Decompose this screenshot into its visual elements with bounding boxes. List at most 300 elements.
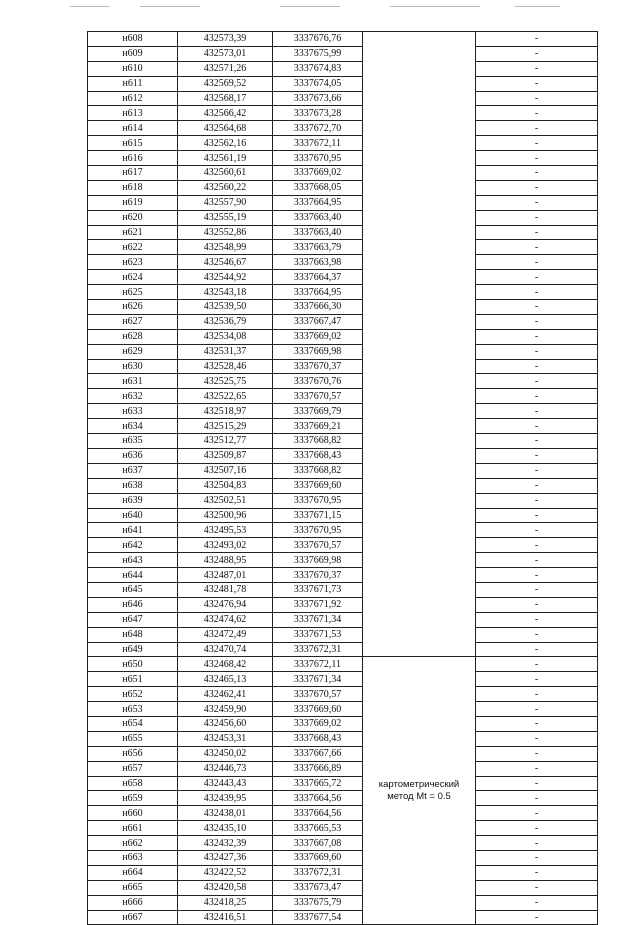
- table-row: [88, 434, 598, 449]
- table-row: [88, 180, 598, 195]
- point-id-cell: н621: [88, 225, 178, 240]
- precision-dash-cell: -: [476, 136, 598, 151]
- point-id-cell: н663: [88, 850, 178, 865]
- precision-dash-cell: -: [476, 225, 598, 240]
- precision-dash-cell: -: [476, 419, 598, 434]
- table-row: [88, 776, 598, 791]
- point-id-cell: н635: [88, 434, 178, 449]
- point-id-cell: н650: [88, 657, 178, 672]
- x-coordinate-cell: 432531,37: [178, 344, 273, 359]
- x-coordinate-cell: 432446,73: [178, 761, 273, 776]
- precision-dash-cell: -: [476, 314, 598, 329]
- y-coordinate-cell: 3337676,76: [273, 32, 363, 47]
- point-id-cell: н626: [88, 300, 178, 315]
- x-coordinate-cell: 432472,49: [178, 627, 273, 642]
- precision-dash-cell: -: [476, 61, 598, 76]
- y-coordinate-cell: 3337670,37: [273, 568, 363, 583]
- x-coordinate-cell: 432495,53: [178, 523, 273, 538]
- y-coordinate-cell: 3337671,92: [273, 597, 363, 612]
- precision-dash-cell: -: [476, 46, 598, 61]
- precision-dash-cell: -: [476, 746, 598, 761]
- y-coordinate-cell: 3337672,11: [273, 136, 363, 151]
- x-coordinate-cell: 432481,78: [178, 582, 273, 597]
- x-coordinate-cell: 432438,01: [178, 806, 273, 821]
- y-coordinate-cell: 3337669,60: [273, 850, 363, 865]
- x-coordinate-cell: 432568,17: [178, 91, 273, 106]
- scan-edge-mark: [515, 6, 560, 7]
- point-id-cell: н610: [88, 61, 178, 76]
- table-row: [88, 895, 598, 910]
- precision-dash-cell: -: [476, 791, 598, 806]
- x-coordinate-cell: 432528,46: [178, 359, 273, 374]
- x-coordinate-cell: 432476,94: [178, 597, 273, 612]
- point-id-cell: н641: [88, 523, 178, 538]
- coordinates-table-body: [88, 32, 598, 925]
- y-coordinate-cell: 3337670,57: [273, 538, 363, 553]
- table-row: [88, 687, 598, 702]
- table-row: [88, 136, 598, 151]
- y-coordinate-cell: 3337675,99: [273, 46, 363, 61]
- y-coordinate-cell: 3337671,34: [273, 612, 363, 627]
- precision-dash-cell: -: [476, 568, 598, 583]
- y-coordinate-cell: 3337668,82: [273, 463, 363, 478]
- precision-dash-cell: -: [476, 329, 598, 344]
- y-coordinate-cell: 3337669,60: [273, 478, 363, 493]
- precision-dash-cell: -: [476, 687, 598, 702]
- precision-dash-cell: -: [476, 121, 598, 136]
- precision-dash-cell: -: [476, 642, 598, 657]
- table-row: [88, 359, 598, 374]
- x-coordinate-cell: 432443,43: [178, 776, 273, 791]
- precision-dash-cell: -: [476, 32, 598, 47]
- y-coordinate-cell: 3337677,54: [273, 910, 363, 925]
- x-coordinate-cell: 432500,96: [178, 508, 273, 523]
- x-coordinate-cell: 432564,68: [178, 121, 273, 136]
- table-row: [88, 255, 598, 270]
- y-coordinate-cell: 3337673,47: [273, 880, 363, 895]
- point-id-cell: н633: [88, 404, 178, 419]
- x-coordinate-cell: 432502,51: [178, 493, 273, 508]
- table-row: [88, 91, 598, 106]
- precision-dash-cell: -: [476, 657, 598, 672]
- precision-dash-cell: -: [476, 300, 598, 315]
- y-coordinate-cell: 3337664,56: [273, 791, 363, 806]
- scan-edge-mark: [70, 6, 110, 7]
- y-coordinate-cell: 3337669,02: [273, 166, 363, 181]
- y-coordinate-cell: 3337672,31: [273, 865, 363, 880]
- x-coordinate-cell: 432534,08: [178, 329, 273, 344]
- precision-dash-cell: -: [476, 538, 598, 553]
- x-coordinate-cell: 432427,36: [178, 850, 273, 865]
- y-coordinate-cell: 3337674,05: [273, 76, 363, 91]
- table-row: [88, 240, 598, 255]
- x-coordinate-cell: 432416,51: [178, 910, 273, 925]
- x-coordinate-cell: 432422,52: [178, 865, 273, 880]
- table-row: [88, 344, 598, 359]
- precision-dash-cell: -: [476, 880, 598, 895]
- table-row: [88, 850, 598, 865]
- x-coordinate-cell: 432432,39: [178, 836, 273, 851]
- table-row: [88, 46, 598, 61]
- point-id-cell: н667: [88, 910, 178, 925]
- point-id-cell: н609: [88, 46, 178, 61]
- scan-edge-mark: [280, 6, 340, 7]
- y-coordinate-cell: 3337670,95: [273, 151, 363, 166]
- precision-dash-cell: -: [476, 240, 598, 255]
- precision-dash-cell: -: [476, 463, 598, 478]
- table-row: [88, 508, 598, 523]
- table-row: [88, 657, 598, 672]
- table-row: [88, 702, 598, 717]
- point-id-cell: н666: [88, 895, 178, 910]
- x-coordinate-cell: 432456,60: [178, 716, 273, 731]
- table-row: [88, 731, 598, 746]
- point-id-cell: н660: [88, 806, 178, 821]
- y-coordinate-cell: 3337665,53: [273, 821, 363, 836]
- table-row: [88, 225, 598, 240]
- point-id-cell: н661: [88, 821, 178, 836]
- x-coordinate-cell: 432459,90: [178, 702, 273, 717]
- coordinates-table: [87, 31, 598, 925]
- x-coordinate-cell: 432507,16: [178, 463, 273, 478]
- y-coordinate-cell: 3337668,43: [273, 448, 363, 463]
- x-coordinate-cell: 432544,92: [178, 270, 273, 285]
- x-coordinate-cell: 432488,95: [178, 553, 273, 568]
- y-coordinate-cell: 3337667,66: [273, 746, 363, 761]
- precision-dash-cell: -: [476, 374, 598, 389]
- scan-edge-mark: [140, 6, 200, 7]
- table-row: [88, 553, 598, 568]
- table-row: [88, 761, 598, 776]
- x-coordinate-cell: 432515,29: [178, 419, 273, 434]
- y-coordinate-cell: 3337664,95: [273, 285, 363, 300]
- point-id-cell: н632: [88, 389, 178, 404]
- y-coordinate-cell: 3337667,08: [273, 836, 363, 851]
- y-coordinate-cell: 3337673,66: [273, 91, 363, 106]
- point-id-cell: н644: [88, 568, 178, 583]
- point-id-cell: н662: [88, 836, 178, 851]
- precision-dash-cell: -: [476, 761, 598, 776]
- table-row: [88, 76, 598, 91]
- point-id-cell: н639: [88, 493, 178, 508]
- precision-dash-cell: -: [476, 821, 598, 836]
- y-coordinate-cell: 3337665,72: [273, 776, 363, 791]
- x-coordinate-cell: 432552,86: [178, 225, 273, 240]
- precision-dash-cell: -: [476, 627, 598, 642]
- precision-dash-cell: -: [476, 776, 598, 791]
- x-coordinate-cell: 432539,50: [178, 300, 273, 315]
- x-coordinate-cell: 432573,01: [178, 46, 273, 61]
- table-row: [88, 568, 598, 583]
- point-id-cell: н645: [88, 582, 178, 597]
- precision-dash-cell: -: [476, 344, 598, 359]
- table-row: [88, 404, 598, 419]
- y-coordinate-cell: 3337669,02: [273, 716, 363, 731]
- y-coordinate-cell: 3337663,98: [273, 255, 363, 270]
- point-id-cell: н648: [88, 627, 178, 642]
- x-coordinate-cell: 432560,22: [178, 180, 273, 195]
- precision-dash-cell: -: [476, 702, 598, 717]
- precision-dash-cell: -: [476, 478, 598, 493]
- point-id-cell: н640: [88, 508, 178, 523]
- x-coordinate-cell: 432474,62: [178, 612, 273, 627]
- table-row: [88, 270, 598, 285]
- precision-dash-cell: -: [476, 553, 598, 568]
- y-coordinate-cell: 3337669,02: [273, 329, 363, 344]
- point-id-cell: н614: [88, 121, 178, 136]
- point-id-cell: н654: [88, 716, 178, 731]
- x-coordinate-cell: 432561,19: [178, 151, 273, 166]
- precision-dash-cell: -: [476, 255, 598, 270]
- x-coordinate-cell: 432573,39: [178, 32, 273, 47]
- x-coordinate-cell: 432518,97: [178, 404, 273, 419]
- point-id-cell: н608: [88, 32, 178, 47]
- y-coordinate-cell: 3337672,11: [273, 657, 363, 672]
- y-coordinate-cell: 3337664,95: [273, 195, 363, 210]
- y-coordinate-cell: 3337664,37: [273, 270, 363, 285]
- y-coordinate-cell: 3337669,60: [273, 702, 363, 717]
- x-coordinate-cell: 432548,99: [178, 240, 273, 255]
- point-id-cell: н612: [88, 91, 178, 106]
- x-coordinate-cell: 432569,52: [178, 76, 273, 91]
- x-coordinate-cell: 432462,41: [178, 687, 273, 702]
- table-row: [88, 151, 598, 166]
- table-row: [88, 880, 598, 895]
- x-coordinate-cell: 432571,26: [178, 61, 273, 76]
- point-id-cell: н616: [88, 151, 178, 166]
- table-row: [88, 478, 598, 493]
- y-coordinate-cell: 3337674,83: [273, 61, 363, 76]
- precision-dash-cell: -: [476, 106, 598, 121]
- precision-dash-cell: -: [476, 389, 598, 404]
- x-coordinate-cell: 432566,42: [178, 106, 273, 121]
- table-row: [88, 210, 598, 225]
- y-coordinate-cell: 3337663,40: [273, 210, 363, 225]
- point-id-cell: н636: [88, 448, 178, 463]
- table-row: [88, 448, 598, 463]
- y-coordinate-cell: 3337668,05: [273, 180, 363, 195]
- point-id-cell: н651: [88, 672, 178, 687]
- precision-dash-cell: -: [476, 91, 598, 106]
- precision-dash-cell: -: [476, 716, 598, 731]
- table-row: [88, 806, 598, 821]
- table-row: [88, 166, 598, 181]
- point-id-cell: н622: [88, 240, 178, 255]
- method-cell: картометрический метод Mt = 0.5: [363, 657, 476, 925]
- y-coordinate-cell: 3337666,30: [273, 300, 363, 315]
- table-row: [88, 419, 598, 434]
- point-id-cell: н620: [88, 210, 178, 225]
- table-row: [88, 597, 598, 612]
- method-cell: [363, 32, 476, 657]
- precision-dash-cell: -: [476, 76, 598, 91]
- x-coordinate-cell: 432525,75: [178, 374, 273, 389]
- table-row: [88, 538, 598, 553]
- table-row: [88, 910, 598, 925]
- precision-dash-cell: -: [476, 151, 598, 166]
- scan-edge-mark: [390, 6, 480, 7]
- y-coordinate-cell: 3337668,43: [273, 731, 363, 746]
- precision-dash-cell: -: [476, 404, 598, 419]
- x-coordinate-cell: 432562,16: [178, 136, 273, 151]
- y-coordinate-cell: 3337671,34: [273, 672, 363, 687]
- precision-dash-cell: -: [476, 359, 598, 374]
- precision-dash-cell: -: [476, 910, 598, 925]
- precision-dash-cell: -: [476, 523, 598, 538]
- table-row: [88, 61, 598, 76]
- table-row: [88, 106, 598, 121]
- point-id-cell: н657: [88, 761, 178, 776]
- x-coordinate-cell: 432470,74: [178, 642, 273, 657]
- y-coordinate-cell: 3337668,82: [273, 434, 363, 449]
- x-coordinate-cell: 432522,65: [178, 389, 273, 404]
- point-id-cell: н634: [88, 419, 178, 434]
- y-coordinate-cell: 3337670,57: [273, 389, 363, 404]
- precision-dash-cell: -: [476, 672, 598, 687]
- y-coordinate-cell: 3337669,79: [273, 404, 363, 419]
- x-coordinate-cell: 432512,77: [178, 434, 273, 449]
- precision-dash-cell: -: [476, 850, 598, 865]
- point-id-cell: н613: [88, 106, 178, 121]
- table-row: [88, 821, 598, 836]
- y-coordinate-cell: 3337667,47: [273, 314, 363, 329]
- y-coordinate-cell: 3337670,76: [273, 374, 363, 389]
- x-coordinate-cell: 432509,87: [178, 448, 273, 463]
- precision-dash-cell: -: [476, 448, 598, 463]
- y-coordinate-cell: 3337666,89: [273, 761, 363, 776]
- y-coordinate-cell: 3337670,95: [273, 523, 363, 538]
- table-row: [88, 746, 598, 761]
- precision-dash-cell: -: [476, 270, 598, 285]
- table-row: [88, 389, 598, 404]
- point-id-cell: н649: [88, 642, 178, 657]
- table-row: [88, 672, 598, 687]
- precision-dash-cell: -: [476, 210, 598, 225]
- point-id-cell: н665: [88, 880, 178, 895]
- point-id-cell: н652: [88, 687, 178, 702]
- x-coordinate-cell: 432435,10: [178, 821, 273, 836]
- y-coordinate-cell: 3337669,98: [273, 344, 363, 359]
- point-id-cell: н628: [88, 329, 178, 344]
- point-id-cell: н656: [88, 746, 178, 761]
- x-coordinate-cell: 432468,42: [178, 657, 273, 672]
- point-id-cell: н653: [88, 702, 178, 717]
- precision-dash-cell: -: [476, 836, 598, 851]
- table-row: [88, 195, 598, 210]
- y-coordinate-cell: 3337670,95: [273, 493, 363, 508]
- y-coordinate-cell: 3337671,15: [273, 508, 363, 523]
- precision-dash-cell: -: [476, 612, 598, 627]
- point-id-cell: н617: [88, 166, 178, 181]
- table-row: [88, 612, 598, 627]
- x-coordinate-cell: 432453,31: [178, 731, 273, 746]
- x-coordinate-cell: 432439,95: [178, 791, 273, 806]
- table-row: [88, 493, 598, 508]
- x-coordinate-cell: 432420,58: [178, 880, 273, 895]
- point-id-cell: н631: [88, 374, 178, 389]
- point-id-cell: н642: [88, 538, 178, 553]
- table-row: [88, 329, 598, 344]
- y-coordinate-cell: 3337672,70: [273, 121, 363, 136]
- precision-dash-cell: -: [476, 806, 598, 821]
- table-row: [88, 121, 598, 136]
- table-row: [88, 627, 598, 642]
- point-id-cell: н615: [88, 136, 178, 151]
- point-id-cell: н627: [88, 314, 178, 329]
- precision-dash-cell: -: [476, 166, 598, 181]
- precision-dash-cell: -: [476, 508, 598, 523]
- y-coordinate-cell: 3337673,28: [273, 106, 363, 121]
- precision-dash-cell: -: [476, 731, 598, 746]
- precision-dash-cell: -: [476, 597, 598, 612]
- table-row: [88, 582, 598, 597]
- x-coordinate-cell: 432536,79: [178, 314, 273, 329]
- table-row: [88, 300, 598, 315]
- table-row: [88, 716, 598, 731]
- y-coordinate-cell: 3337669,21: [273, 419, 363, 434]
- table-row: [88, 285, 598, 300]
- table-row: [88, 32, 598, 47]
- x-coordinate-cell: 432465,13: [178, 672, 273, 687]
- point-id-cell: н647: [88, 612, 178, 627]
- point-id-cell: н619: [88, 195, 178, 210]
- table-row: [88, 374, 598, 389]
- precision-dash-cell: -: [476, 582, 598, 597]
- x-coordinate-cell: 432543,18: [178, 285, 273, 300]
- point-id-cell: н637: [88, 463, 178, 478]
- y-coordinate-cell: 3337672,31: [273, 642, 363, 657]
- x-coordinate-cell: 432418,25: [178, 895, 273, 910]
- x-coordinate-cell: 432546,67: [178, 255, 273, 270]
- table-row: [88, 523, 598, 538]
- x-coordinate-cell: 432560,61: [178, 166, 273, 181]
- point-id-cell: н658: [88, 776, 178, 791]
- x-coordinate-cell: 432555,19: [178, 210, 273, 225]
- x-coordinate-cell: 432493,02: [178, 538, 273, 553]
- table-row: [88, 791, 598, 806]
- x-coordinate-cell: 432450,02: [178, 746, 273, 761]
- point-id-cell: н624: [88, 270, 178, 285]
- y-coordinate-cell: 3337663,40: [273, 225, 363, 240]
- precision-dash-cell: -: [476, 493, 598, 508]
- y-coordinate-cell: 3337670,57: [273, 687, 363, 702]
- point-id-cell: н623: [88, 255, 178, 270]
- point-id-cell: н655: [88, 731, 178, 746]
- precision-dash-cell: -: [476, 195, 598, 210]
- y-coordinate-cell: 3337671,73: [273, 582, 363, 597]
- point-id-cell: н646: [88, 597, 178, 612]
- precision-dash-cell: -: [476, 865, 598, 880]
- y-coordinate-cell: 3337670,37: [273, 359, 363, 374]
- point-id-cell: н643: [88, 553, 178, 568]
- y-coordinate-cell: 3337664,56: [273, 806, 363, 821]
- y-coordinate-cell: 3337675,79: [273, 895, 363, 910]
- table-row: [88, 865, 598, 880]
- table-row: [88, 642, 598, 657]
- point-id-cell: н630: [88, 359, 178, 374]
- point-id-cell: н659: [88, 791, 178, 806]
- precision-dash-cell: -: [476, 434, 598, 449]
- point-id-cell: н629: [88, 344, 178, 359]
- point-id-cell: н664: [88, 865, 178, 880]
- y-coordinate-cell: 3337663,79: [273, 240, 363, 255]
- table-row: [88, 836, 598, 851]
- precision-dash-cell: -: [476, 180, 598, 195]
- point-id-cell: н638: [88, 478, 178, 493]
- x-coordinate-cell: 432504,83: [178, 478, 273, 493]
- table-row: [88, 463, 598, 478]
- x-coordinate-cell: 432557,90: [178, 195, 273, 210]
